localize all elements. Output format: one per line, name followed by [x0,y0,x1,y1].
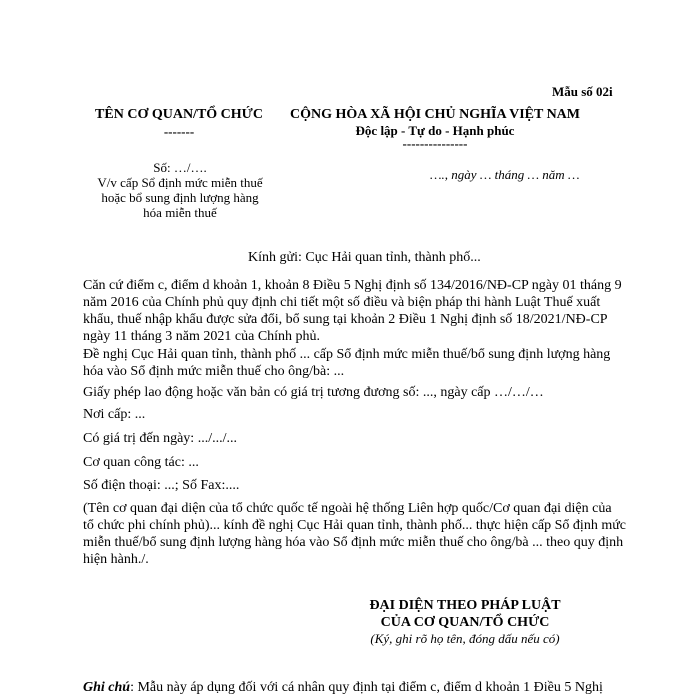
para1-line: ngày 11 tháng 3 năm 2021 của Chính phủ. [83,329,321,344]
motto-dash: --------------- [402,136,468,151]
paragraph-organization [83,500,627,568]
header-left [80,106,278,139]
header-right [280,106,590,151]
signature-title-1: ĐẠI DIỆN THEO PHÁP LUẬT [369,598,561,613]
signature-block [340,597,590,646]
document-number: Số: …/…. [153,160,207,175]
validity-line: Có giá trị đến ngày: .../.../... [83,431,237,446]
workplace-line: Cơ quan công tác: ... [83,455,199,470]
para3-line: hiện hành./. [83,552,149,567]
paragraph-request [83,346,623,380]
signature-note: (Ký, ghi rõ họ tên, đóng dấu nếu có) [370,631,560,646]
para2-line: hóa vào Sổ định mức miễn thuế cho ông/bà: ... [83,364,345,379]
para1-line: Căn cứ điểm c, điểm d khoản 1, khoản 8 Điều 5 Nghị định số 134/2016/NĐ-CP ngày 01 tháng 9 [83,278,622,293]
recipient: Kính gửi: Cục Hải quan tỉnh, thành phố... [248,250,481,265]
country-name: CỘNG HÒA XÃ HỘI CHỦ NGHĨA VIỆT NAM [289,107,580,122]
permit-line: Giấy phép lao động hoặc văn bản có giá trị tương đương số: ..., ngày cấp …/…/… [83,385,544,400]
para3-line: tổ chức phi chính phủ)... kính đề nghị Cục Hải quan tỉnh, thành phố... thực hiện cấp Sổ định mức [83,518,627,533]
motto: Độc lập - Tự do - Hạnh phúc [355,123,515,138]
para2-line: Đề nghị Cục Hải quan tỉnh, thành phố ... cấp Sổ định mức miễn thuế/bổ sung định lượng hàng [83,347,611,362]
issuer-line: Nơi cấp: ... [83,407,146,422]
footnote-text: : Mẫu này áp dụng đối với cá nhân quy định tại điểm c, điểm d khoản 1 Điều 5 Nghị [130,680,603,695]
footnote [83,679,603,696]
signature-title-2: CỦA CƠ QUAN/TỔ CHỨC [380,615,550,630]
date-line: …., ngày … tháng … năm … [430,167,580,182]
document-number-block [70,160,290,220]
paragraph-legal-basis [83,277,623,345]
agency-dash: ------- [163,124,195,139]
para3-line: (Tên cơ quan đại diện của tổ chức quốc tế ngoài hệ thống Liên hợp quốc/Cơ quan đại diện của [83,501,612,516]
agency-name: TÊN CƠ QUAN/TỔ CHỨC [95,107,263,122]
form-number: Mẫu số 02i [552,84,613,99]
para1-line: khẩu, thuế nhập khẩu được sửa đổi, bổ sung tại khoản 2 Điều 1 Nghị định số 18/2021/NĐ-CP [83,312,608,327]
para1-line: năm 2016 của Chính phủ quy định chi tiết một số điều và biện pháp thi hành Luật Thuế xuất [83,295,601,310]
subject-line-2: hoặc bổ sung định lượng hàng [101,190,259,205]
subject-line-3: hóa miễn thuế [143,205,217,220]
subject-line-1: V/v cấp Sổ định mức miễn thuế [97,175,263,190]
footnote-label: Ghi chú [83,680,131,695]
para3-line: miễn thuế/bổ sung định lượng hàng hóa vào Sổ định mức miễn thuế cho ông/bà ... theo quy định [83,535,624,550]
phone-fax-line: Số điện thoại: ...; Số Fax:.... [83,478,240,493]
